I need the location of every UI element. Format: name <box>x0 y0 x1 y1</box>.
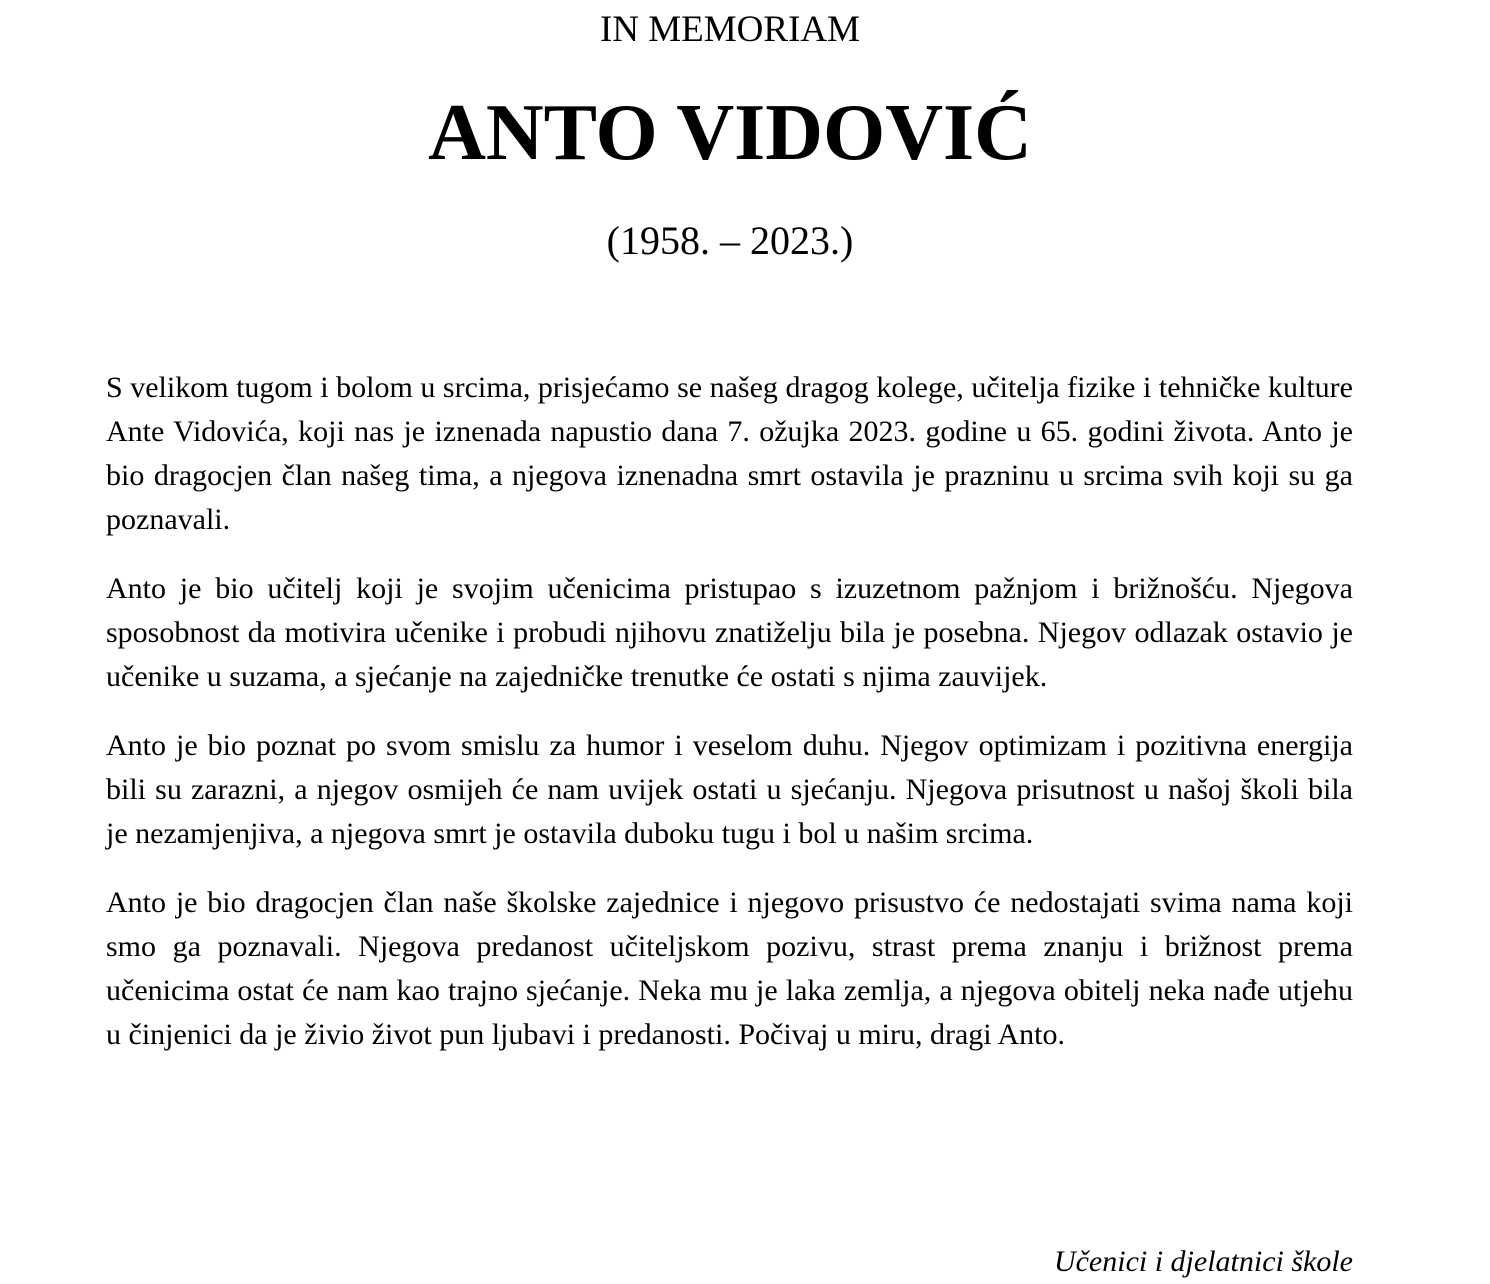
signature-line: Učenici i djelatnici škole <box>1053 1245 1353 1278</box>
paragraph-3: Anto je bio poznat po svom smislu za humor i veselom duhu. Njegov optimizam i pozitivna energija bili su zarazni, a njegov osmijeh će nam uvijek ostati u sjećanju. Njegova prisutnost u našoj školi bila je nezamjenjiva, a njegova smrt je ostavila duboku tugu i bol u našim srcima. <box>106 729 1353 850</box>
paragraph-4: Anto je bio dragocjen član naše školske zajednice i njegovo prisustvo će nedostajati svima nama koji smo ga poznavali. Njegova predanost učiteljskom pozivu, strast prema znanju i brižnost prema učenicima ostat će nam kao trajno sjećanje. Neka mu je laka zemlja, a njegova obitelj neka nađe utjehu u činjenici da je živio život pun ljubavi i predanosti. Počivaj u miru, dragi Anto. <box>106 886 1353 1051</box>
paragraph-1: S velikom tugom i bolom u srcima, prisjećamo se našeg dragog kolege, učitelja fizike i tehničke kulture Ante Vidovića, koji nas je iznenada napustio dana 7. ožujka 2023. godine u 65. godini života. Anto je bio dragocjen član našeg tima, a njegova iznenadna smrt ostavila je prazninu u srcima svih koji su ga poznavali. <box>106 371 1353 536</box>
deceased-name-title: ANTO VIDOVIĆ <box>428 89 1032 177</box>
memorial-text <box>106 366 1353 1082</box>
in-memoriam-heading: IN MEMORIAM <box>599 9 861 50</box>
paragraph-2: Anto je bio učitelj koji je svojim učenicima pristupao s izuzetnom pažnjom i brižnošću. Njegova sposobnost da motivira učenike i probudi njihovu znatiželju bila je posebna. Njegov odlazak ostavio je učenike u suzama, a sjećanje na zajedničke trenutke će ostati s njima zauvijek. <box>106 572 1353 693</box>
life-years: (1958. – 2023.) <box>606 218 854 263</box>
